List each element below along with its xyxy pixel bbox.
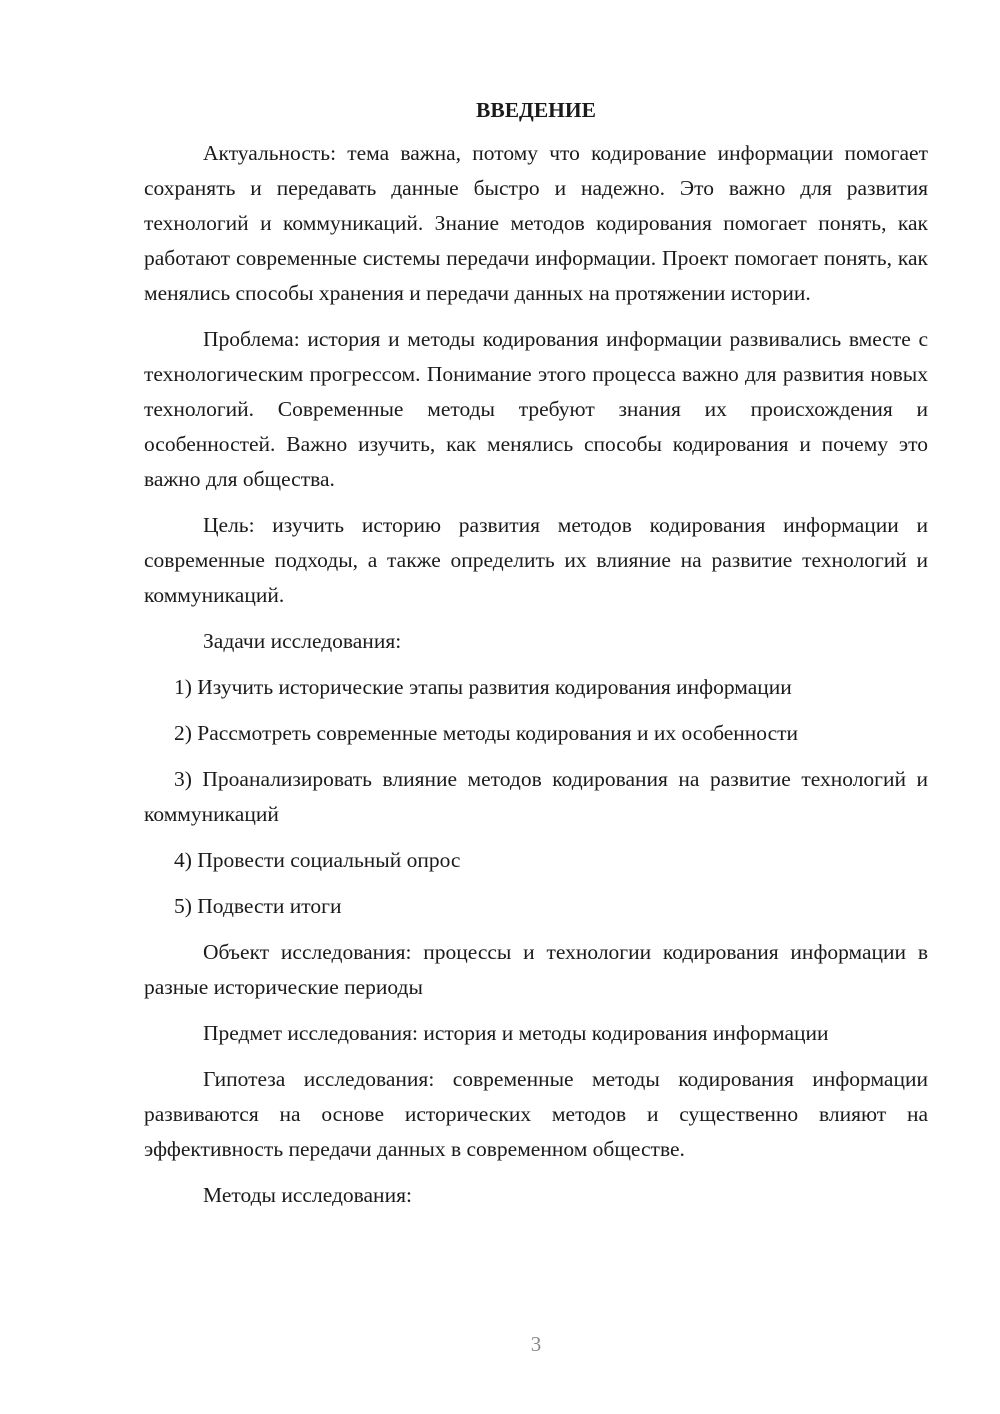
paragraph-methods-heading: Методы исследования: (203, 1183, 412, 1207)
paragraph-subject: Предмет исследования: история и методы кодирования информации (203, 1021, 829, 1045)
task-item-4: 4) Провести социальный опрос (174, 848, 461, 872)
task-item-1: 1) Изучить исторические этапы развития кодирования информации (174, 675, 792, 699)
page-number: 3 (530, 1332, 542, 1356)
paragraph-hypothesis: Гипотеза исследования: современные методы кодирования информации развиваются на основе исторических методов и существенно влияют на эффективность передачи данных в современном обществе. (144, 1067, 928, 1161)
paragraph-object: Объект исследования: процессы и технологии кодирования информации в разные исторические периоды (144, 940, 928, 999)
paragraph-relevance: Актуальность: тема важна, потому что кодирование информации помогает сохранять и передавать данные быстро и надежно. Это важно для развития технологий и коммуникаций. Знание методов кодирования помогает понять, как работают современные системы передачи информации. Проект помогает понять, как менялись способы хранения и передачи данных на протяжении истории. (144, 141, 928, 305)
task-item-3: 3) Проанализировать влияние методов кодирования на развитие технологий и коммуникаций (144, 767, 928, 826)
page-content (144, 95, 928, 1224)
task-item-5: 5) Подвести итоги (174, 894, 342, 918)
task-item-2: 2) Рассмотреть современные методы кодирования и их особенности (174, 721, 799, 745)
paragraph-tasks-heading: Задачи исследования: (203, 629, 402, 653)
paragraph-problem: Проблема: история и методы кодирования информации развивались вместе с технологическим прогрессом. Понимание этого процесса важно для развития новых технологий. Современные методы требуют знания их происхождения и особенностей. Важно изучить, как менялись способы кодирования и почему это важно для общества. (144, 327, 928, 491)
page-title: ВВЕДЕНИЕ (476, 98, 596, 122)
paragraph-goal: Цель: изучить историю развития методов кодирования информации и современные подходы, а также определить их влияние на развитие технологий и коммуникаций. (144, 513, 928, 607)
